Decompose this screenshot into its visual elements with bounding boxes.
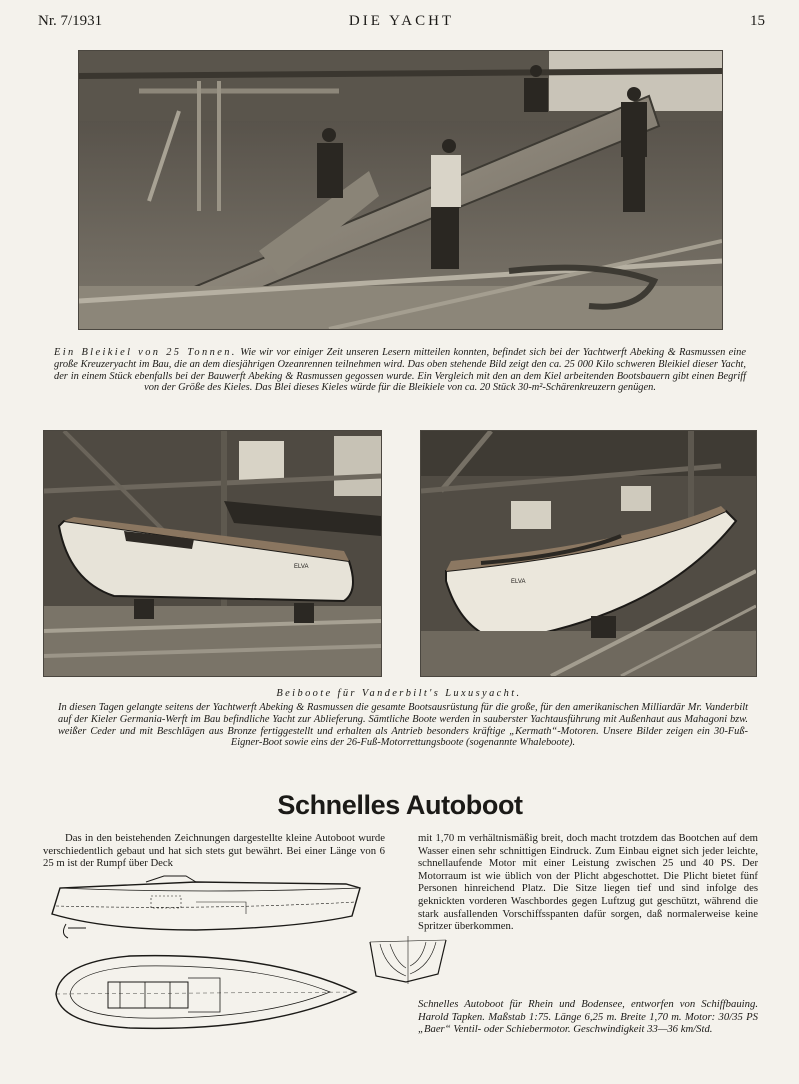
keel-caption-lead: Ein Bleikiel von 25 Tonnen. [54,347,237,358]
article-title: Schnelles Autoboot [277,790,523,820]
drawing-caption: Schnelles Autoboot für Rhein und Bodensee, entworfen von Schiffbauing. Harold Tapken. Maßstab 1:75. Länge 6,25 m. Breite 1,70 m. Motor: 30/35 PS „Baer“ Ventil- oder Schiebermotor. Geschwindigkeit 33—36 km/Std. [418,998,758,1036]
article-left-column: Das in den beistehenden Zeichnungen dargestellte kleine Autoboot wurde verschiedentlich gebaut und hat sich stets gut bewährt. Bei einer Länge von 6 25 m ist der Rumpf über Deck [43,832,385,870]
boat-profile-drawing [46,872,364,942]
tender-boat-photo-right [420,430,757,677]
keel-caption [54,347,746,394]
page-number: 15 [750,13,765,29]
keel-caption-text: Wie wir vor einiger Zeit unseren Lesern mitteilen konnten, befindet sich bei der Yachtwerft Abeking & Rasmussen eine große Kreuzeryacht im Bau, die an dem diesjährigen Ozeanrennen teilnehmen wird. Das oben stehende Bild zeigt den ca. 25 000 Kilo schweren Bleikiel dieser Yacht, der in einem Stück ebenfalls bei der Bauwerft Abeking & Rasmussen gegossen wurde. Ein Vergleich mit den an dem Kiel arbeitenden Bootsbauern gibt einen Begriff von der Größe des Kieles. Das Blei dieses Kieles würde für die Bleikiele von ca. 20 Stück 30-m²-Schärenkreuzern genügen. [54,347,746,394]
tender-boat-photo-left [43,430,382,677]
article-right-column: mit 1,70 m verhältnismäßig breit, doch macht trotzdem das Bootchen auf dem Wasser einen sehr schnittigen Eindruck. Zum Einbau eignet sich jeder leichte, schnellaufende Motor mit einer Leistung zwischen 25 und 40 PS. Der Motorraum ist wie üblich von der Plicht abgeschottet. Die Plicht bietet fünf Personen hinreichend Platz. Die Sitze liegen tief und sind infolge des geknickten vorderen Waschbordes gegen Luftzug gut geschützt, während die stark ausfallenden Vorschiffsspanten dafür sorgen, daß normalerweise keine Spritzer überkommen. [418,832,758,933]
boat-section-drawing [366,932,452,986]
boat-name-left: ELVA [294,564,309,570]
tender-caption-title: Beiboote für Vanderbilt's Luxusyacht. [276,688,522,699]
tender-caption: In diesen Tagen gelangte seitens der Yachtwerft Abeking & Rasmussen die gesamte Bootsausrüstung für die große, für den amerikanischen Milliardär Mr. Vanderbilt auf der Kieler Germania-Werft im Bau befindliche Yacht zur Ablieferung. Sämtliche Boote werden in sauberster Yachtausführung mit Außenhaut aus Mahagoni bzw. weißer Ceder und mit Beschlägen aus Bronze fertiggestellt und erhalten als Antrieb besonders kräftige „Kermath“-Motoren. Unsere Bilder zeigen ein 30-Fuß-Eigner-Boot sowie eins der 26-Fuß-Motorrettungsboote (sogenannte Whaleboote). [58,702,748,749]
keel-photo [78,50,723,330]
boat-name-right: ELVA [511,579,526,585]
magazine-title: DIE YACHT [348,13,455,29]
boat-plan-drawing [50,948,360,1036]
page-header [38,13,765,35]
issue-number: Nr. 7/1931 [38,13,103,29]
